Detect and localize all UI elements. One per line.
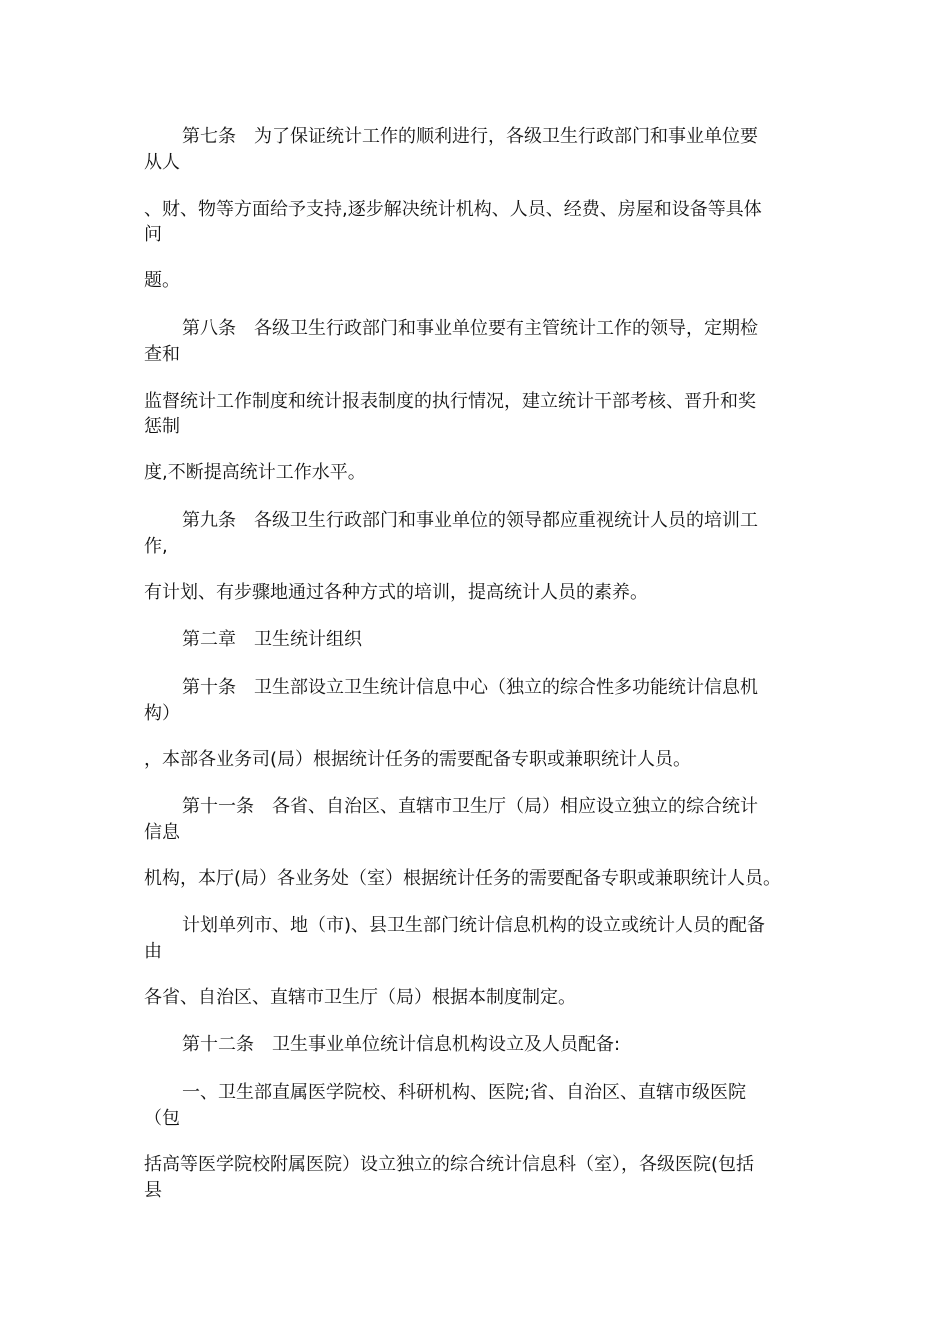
text-line: 有计划、有步骤地通过各种方式的培训，提高统计人员的素养。 [144, 582, 648, 603]
text-line: 括高等医学院校附属医院）设立独立的综合统计信息科（室），各级医院(包括 [144, 1154, 755, 1175]
text-line: 第七条 为了保证统计工作的顺利进行，各级卫生行政部门和事业单位要 [182, 126, 758, 147]
text-line: 由 [144, 941, 162, 962]
text-line: 从人 [144, 152, 180, 173]
text-line: （包 [144, 1108, 180, 1129]
text-line: 监督统计工作制度和统计报表制度的执行情况，建立统计干部考核、晋升和奖 [144, 391, 756, 412]
text-line: 第九条 各级卫生行政部门和事业单位的领导都应重视统计人员的培训工 [182, 510, 758, 531]
chapter-heading: 第二章 卫生统计组织 [182, 629, 362, 650]
text-line: 惩制 [144, 416, 180, 437]
text-line: 信息 [144, 822, 180, 843]
text-line: 各省、自治区、直辖市卫生厅（局）根据本制度制定。 [144, 987, 576, 1008]
text-line: 机构，本厅(局）各业务处（室）根据统计任务的需要配备专职或兼职统计人员。 [144, 868, 782, 889]
text-line: 第十二条 卫生事业单位统计信息机构设立及人员配备: [182, 1034, 621, 1055]
text-line: 第八条 各级卫生行政部门和事业单位要有主管统计工作的领导，定期检 [182, 318, 758, 339]
text-line: 、财、物等方面给予支持,逐步解决统计机构、人员、经费、房屋和设备等具体 [144, 199, 762, 220]
text-line: 计划单列市、地（市)、县卫生部门统计信息机构的设立或统计人员的配备 [182, 915, 766, 936]
text-line: 县 [144, 1180, 162, 1201]
text-line: 一、卫生部直属医学院校、科研机构、医院;省、自治区、直辖市级医院 [182, 1082, 747, 1103]
text-line: 问 [144, 224, 162, 245]
text-line: ，本部各业务司(局）根据统计任务的需要配备专职或兼职统计人员。 [144, 749, 692, 770]
text-line: 作, [144, 536, 168, 557]
text-line: 题。 [144, 270, 180, 291]
text-line: 第十条 卫生部设立卫生统计信息中心（独立的综合性多功能统计信息机 [182, 677, 758, 698]
text-line: 构） [144, 703, 180, 724]
text-line: 第十一条 各省、自治区、直辖市卫生厅（局）相应设立独立的综合统计 [182, 796, 758, 817]
text-line: 度,不断提高统计工作水平。 [144, 462, 366, 483]
text-line: 查和 [144, 344, 180, 365]
